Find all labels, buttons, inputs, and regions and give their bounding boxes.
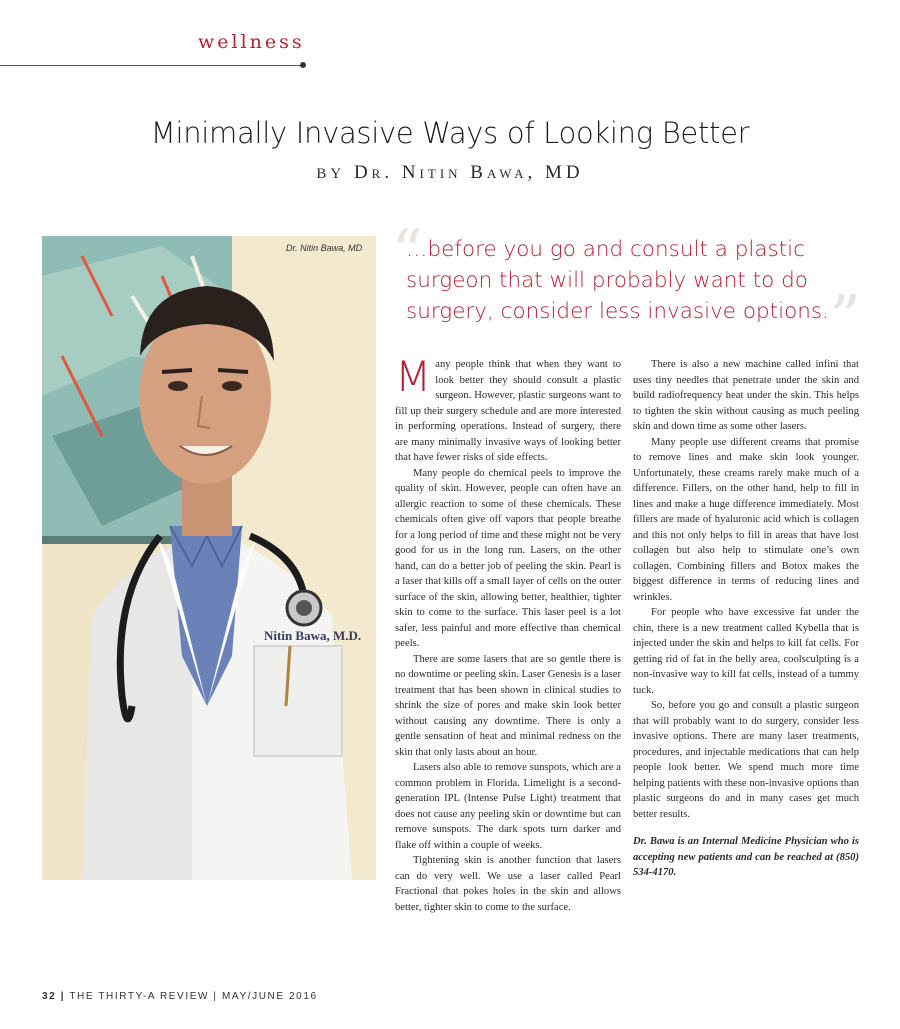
article-column-right <box>633 357 859 881</box>
byline-author: Dr. Nitin Bawa, MD <box>353 162 584 183</box>
article-paragraph: For people who have excessive fat under the chin, there is a new treatment called Kybella that is injected under the skin and helps to kill fat cells. For getting rid of fat in the belly area, coolsculpting is a non-invasive way to kill fat cells, instead of a tummy tuck. <box>633 607 859 696</box>
page-number: 32 <box>42 991 57 1002</box>
article-column-left <box>395 352 621 915</box>
issue-date: MAY/JUNE 2016 <box>222 991 318 1002</box>
author-bio: Dr. Bawa is an Internal Medicine Physician who is accepting new patients and can be reached at (850) 534-4170. <box>633 836 859 878</box>
section-rule <box>0 65 302 66</box>
article-paragraph: Many people use different creams that promise to remove lines and make skin look younger. Unfortunately, these creams rarely make much of a difference. Fillers, on the other hand, help to fill in lines and make a huge difference immediately. Most fillers are made of hyaluronic acid which is collagen and this not only helps to fill in areas that have lost collagen but also help to stimulate one’s own collagen. Combining fillers and Botox makes the biggest difference in terms of reducing lines and wrinkles. <box>633 436 859 603</box>
footer-separator: | <box>213 991 218 1002</box>
article-paragraph: So, before you go and consult a plastic surgeon that will probably want to do surgery, consider less invasive options. There are many laser treatments, procedures, and injectable medications that can help people look better. We spend much more time helping patients with these non-invasive options than plastic surgeons do and in many cases get much better results. <box>633 700 859 820</box>
pull-quote <box>392 217 862 353</box>
coat-name-embroidery: Nitin Bawa, M.D. <box>264 628 362 643</box>
article-title: Minimally Invasive Ways of Looking Better <box>150 116 750 150</box>
photo-caption: Dr. Nitin Bawa, MD <box>286 243 363 253</box>
section-rule-dot <box>300 62 306 68</box>
author-photo <box>42 236 376 880</box>
article-paragraph: Lasers also able to remove sunspots, which are a common problem in Florida. Limelight is a second- generation IPL (Intense Pulse Light) treatment that does not cause any peeling skin or downtime but can remove sunspots. The dark spots turn darker and flake off within a couple of weeks. <box>395 762 621 851</box>
section-label: wellness <box>198 31 305 53</box>
publication-name: THE THIRTY-A REVIEW <box>69 991 210 1002</box>
pull-quote-text: …before you go and consult a plastic surgeon that will probably want to do surgery, consider less invasive options. <box>406 237 829 324</box>
article-paragraph: Tightening skin is another function that lasers can do very well. We use a laser called Pearl Fractional that pokes holes in the skin and allows better, tighter skin to come to the surface. <box>395 855 621 913</box>
article-paragraph: Many people think that when they want to look better they should consult a plastic surgeon. However, plastic surgeons want to fill up their surgery schedule and are more interested in performing operations. Instead of surgery, there are many minimally invasive ways of looking better that have fewer risks of side effects. <box>395 352 621 463</box>
author-photo-illustration <box>42 236 376 880</box>
article-paragraph: Many people do chemical peels to improve the quality of skin. However, people can often have an allergic reaction to some of these chemicals. These chemicals often give off vapors that people breathe for a long period of time and these might not be very good for us in the long run. Lasers, on the other hand, can do a better job of peeling the skin. Pearl is a laser that kills off a small layer of cells on the outer surface of the skin, allowing better, healthier, tighter skin to come to the surface. This laser peel is a lot safer, less painful and more effective than chemical peels. <box>395 467 621 649</box>
byline-by: BY <box>316 166 346 182</box>
byline <box>0 162 900 184</box>
article-paragraph: There are some lasers that are so gentle there is no downtime or peeling skin. Laser Genesis is a laser treatment that has been shown in clinical studies to shrink the size of pores and make skin look better without causing any downtime. There is only a gentle sensation of heat and minimal redness on the skin that only lasts about an hour. <box>395 653 621 758</box>
footer-separator: | <box>60 991 66 1002</box>
page-footer <box>42 991 318 1002</box>
pull-quote-close-mark: ” <box>830 283 861 353</box>
pull-quote-open-mark: “ <box>392 217 423 287</box>
drop-cap: M <box>395 352 432 401</box>
article-paragraph: There is also a new machine called infini that uses tiny needles that penetrate under the skin and build radiofrequency heat under the skin. This helps to tighten the skin without causing as much peeling skin and down time as some other lasers. <box>633 359 859 432</box>
